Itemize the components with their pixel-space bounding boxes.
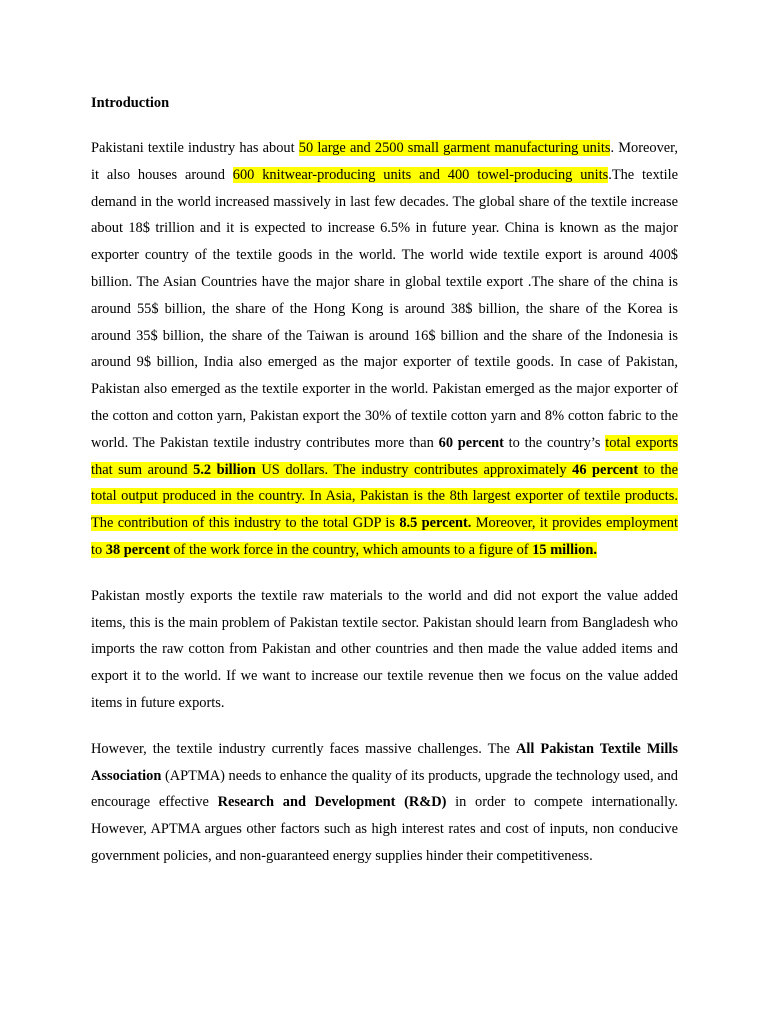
highlighted-bold-text: 5.2 billion — [193, 461, 256, 478]
text-run: Pakistani textile industry has about — [91, 140, 299, 156]
highlighted-text: US dollars. The industry contributes approximately — [255, 461, 573, 478]
text-run: in order to compete internationally. However, APTMA argues other factors such as high interest rates and cost of inputs, non conducive government policies, and non-guaranteed energy supplies hinder their competitiveness. — [91, 794, 678, 864]
highlighted-bold-text: 15 million. — [532, 541, 597, 558]
bold-text: All Pakistan Textile Mills Association — [91, 740, 678, 784]
text-run: .The textile demand in the world increased massively in last few decades. The global share of the textile increase about 18$ trillion and it is expected to increase 6.5% in future year. China is known as the major exporter country of the textile goods in the world. The world wide textile export is around 400$ billion. The Asian Countries have the major share in global textile export .The share of the china is around 55$ billion, the share of the Hong Kong is around 38$ billion, the share of the Korea is around 35$ billion, the share of the Taiwan is around 16$ billion and the share of the Indonesia is around 9$ billion, India also emerged as the major exporter of textile goods. In case of Pakistan, Pakistan also emerged as the textile exporter in the world. Pakistan emerged as the major exporter of the cotton and cotton yarn, Pakistan export the 30% of textile cotton yarn and 8% cotton fabric to the world. The Pakistan textile industry contributes more than — [91, 166, 679, 451]
highlighted-text: Moreover, it provides employment to — [91, 515, 678, 558]
text-run: . Moreover, it also houses around — [91, 140, 678, 183]
bold-text: 60 percent — [438, 434, 504, 451]
text-run: However, the textile industry currently faces massive challenges. The — [91, 740, 516, 757]
text-run: (APTMA) needs to enhance the quality of its products, upgrade the technology used, and encourage effective — [91, 767, 678, 811]
bold-text: Research and Development (R&D) — [217, 794, 447, 811]
text-run: to the country’s — [503, 434, 606, 451]
highlighted-text: total exports that sum around — [91, 434, 678, 478]
section-heading: Introduction — [91, 95, 170, 111]
paragraph-textile-overview — [91, 135, 678, 564]
highlighted-bold-text: 38 percent — [105, 541, 170, 558]
document-body — [91, 92, 678, 889]
highlighted-text: 50 large and 2500 small garment manufacturing units — [298, 140, 611, 156]
highlighted-bold-text: 8.5 percent. — [399, 515, 472, 532]
highlighted-text: of the work force in the country, which amounts to a figure of — [169, 541, 533, 558]
highlighted-text: to the total output produced in the country. In Asia, Pakistan is the 8th largest exporter of textile products. The contribution of this industry to the total GDP is — [91, 461, 678, 532]
paragraph-value-added-exports: Pakistan mostly exports the textile raw materials to the world and did not export the value added items, this is the main problem of Pakistan textile sector. Pakistan should learn from Bangladesh who imports the raw cotton from Pakistan and other countries and then made the value added items and export it to the world. If we want to increase our textile revenue then we focus on the value added items in future exports. — [91, 587, 678, 711]
highlighted-text: 600 knitwear-producing units and 400 towel-producing units — [232, 166, 609, 183]
paragraph-industry-challenges — [91, 736, 678, 870]
highlighted-bold-text: 46 percent — [572, 461, 639, 478]
